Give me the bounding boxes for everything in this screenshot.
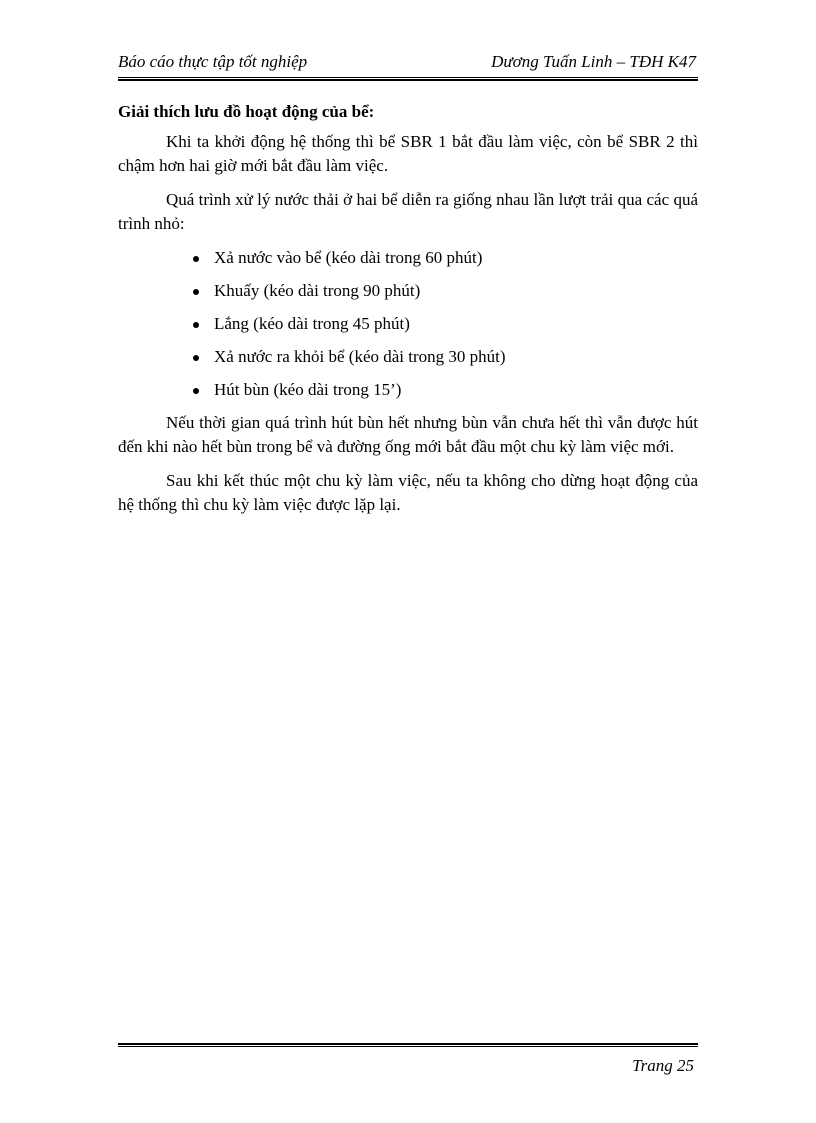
footer-divider <box>118 1043 698 1047</box>
process-step-list <box>118 246 698 402</box>
header-divider <box>118 77 698 81</box>
paragraph: Sau khi kết thúc một chu kỳ làm việc, nếu ta không cho dừng hoạt động của hệ thống thì chu kỳ làm việc được lặp lại. <box>118 471 698 514</box>
list-item-text: Xả nước vào bể (kéo dài trong 60 phút) <box>214 248 483 267</box>
bullet-icon <box>193 322 199 328</box>
list-item <box>190 279 698 303</box>
bullet-icon <box>193 355 199 361</box>
paragraph: Khi ta khởi động hệ thống thì bể SBR 1 bắt đầu làm việc, còn bể SBR 2 thì chậm hơn hai giờ mới bắt đầu làm việc. <box>118 132 698 175</box>
header-report-title: Báo cáo thực tập tốt nghiệp <box>118 52 308 71</box>
list-item <box>190 246 698 270</box>
list-item <box>190 345 698 369</box>
list-item-text: Xả nước ra khỏi bể (kéo dài trong 30 phút) <box>214 347 506 366</box>
list-item <box>190 312 698 336</box>
list-item-text: Hút bùn (kéo dài trong 15’) <box>214 380 402 399</box>
bullet-icon <box>193 388 199 394</box>
bullet-icon <box>193 289 199 295</box>
list-item <box>190 378 698 402</box>
section-heading: Giải thích lưu đồ hoạt động của bể: <box>118 102 375 121</box>
page-header <box>118 52 696 80</box>
list-item-text: Lắng (kéo dài trong 45 phút) <box>214 314 410 333</box>
header-author: Dương Tuấn Linh – TĐH K47 <box>491 52 696 71</box>
paragraph: Nếu thời gian quá trình hút bùn hết nhưng bùn vẫn chưa hết thì vẫn được hút đến khi nào hết bùn trong bể và đường ống mới bắt đầu một chu kỳ làm việc mới. <box>118 413 698 456</box>
page-body <box>118 100 698 527</box>
bullet-icon <box>193 256 199 262</box>
paragraph: Quá trình xử lý nước thải ở hai bể diễn ra giống nhau lần lượt trải qua các quá trình nhỏ: <box>118 190 698 233</box>
page-number: Trang 25 <box>632 1056 694 1075</box>
list-item-text: Khuấy (kéo dài trong 90 phút) <box>214 281 421 300</box>
